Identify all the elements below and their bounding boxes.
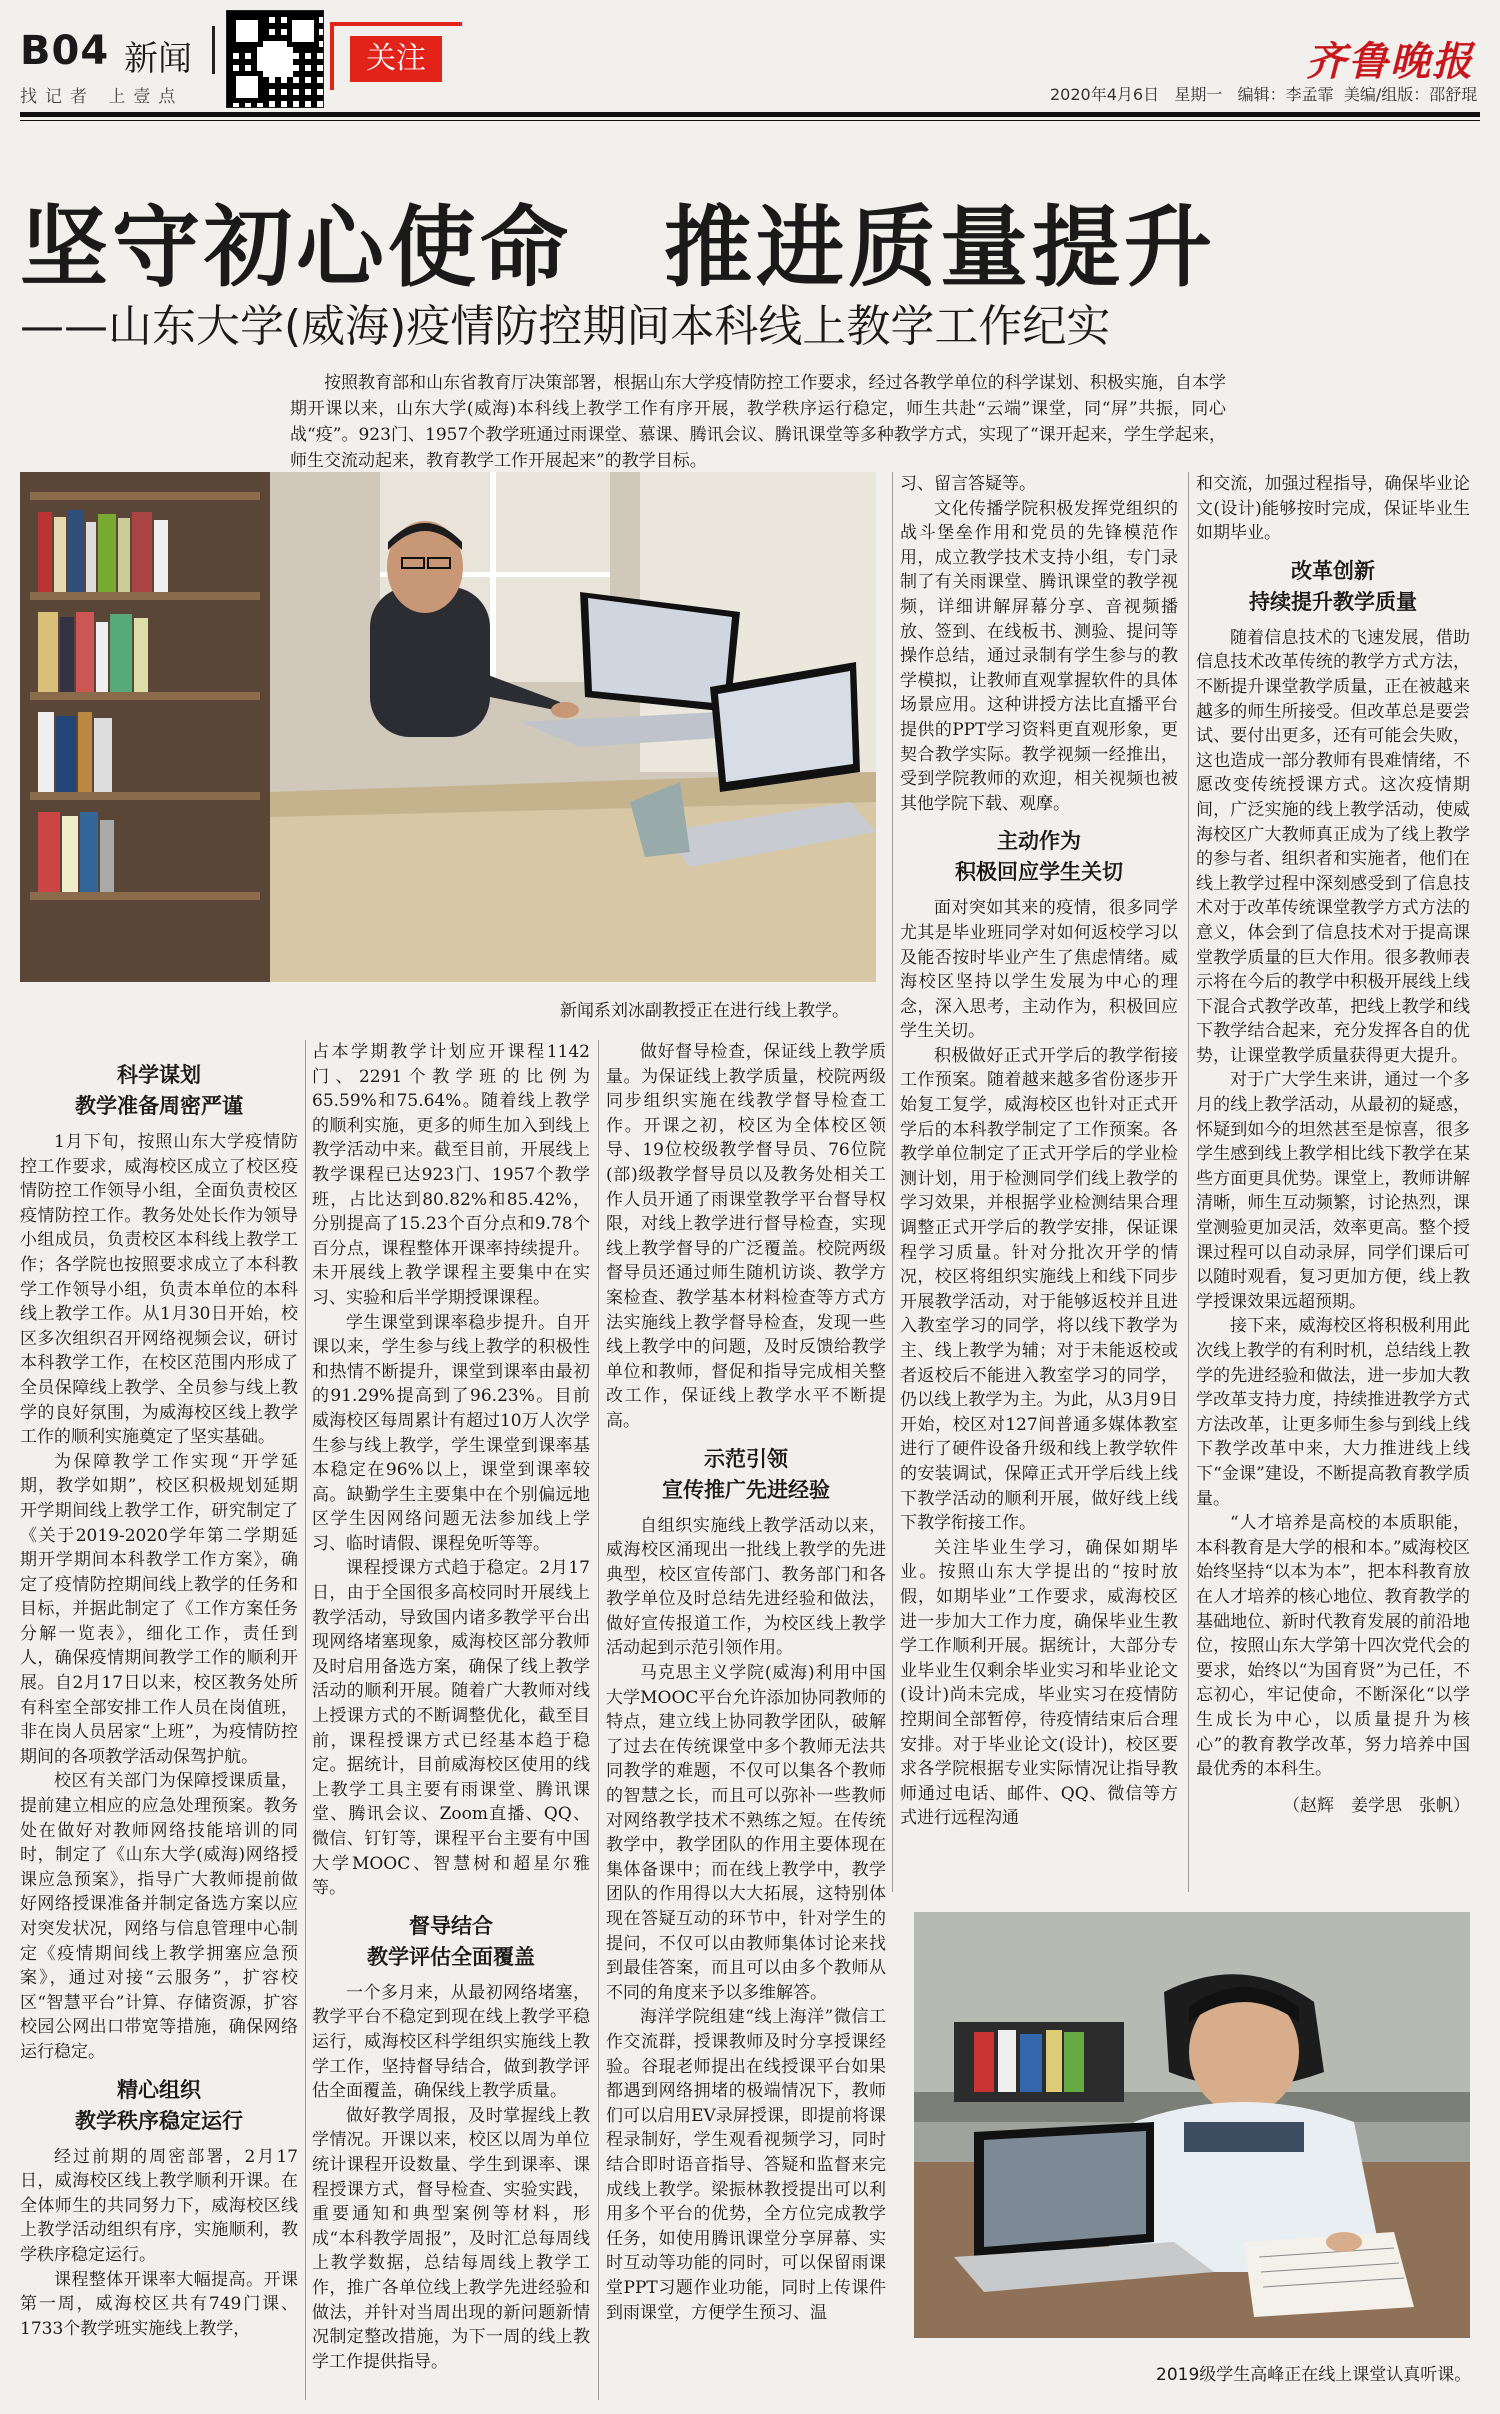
section-heading: 精心组织	[117, 2077, 201, 2102]
masthead-divider	[212, 26, 215, 74]
dateline	[1050, 82, 1477, 105]
body-paragraph: 接下来，威海校区将积极利用此次线上教学的有利时机，总结线上教学的先进经验和做法，进一步加大教学改革支持力度，持续推进教学方式方法改革，让更多师生参与到线上线下教学改革中来，大力推进线上线下“金课”建设，不断提高教育教学质量。	[1196, 1316, 1470, 1509]
section-heading: 教学秩序稳定运行	[75, 2108, 243, 2133]
body-paragraph: 做好督导检查，保证线上教学质量。为保证线上教学质量，校院两级同步组织实施在线教学督导检查工作。开课之初，校区为全体校区领导、19位校级教学督导员、76位院(部)级教学督导员以及教务处相关工作人员开通了雨课堂教学平台督导权限，对线上教学进行督导检查，实现线上教学督导的广泛覆盖。校院两级督导员还通过师生随机访谈、教学方案检查、教学基本材料检查等方式方法实施线上教学督导检查，发现一些线上教学中的问题，及时反馈给教学单位和教师，督促和指导完成相关整改工作，保证线上教学水平不断提高。	[606, 1042, 886, 1431]
issue-date: 2020年4月6日	[1050, 85, 1160, 104]
body-paragraph: 自组织实施线上教学活动以来，威海校区涌现出一批线上教学的先进典型，校区宣传部门、教务部门和各教学单位及时总结先进经验和做法，做好宣传报道工作，为校区线上教学活动起到示范引领作用。	[606, 1515, 886, 1659]
masthead-rule-thin	[20, 120, 1480, 121]
article-column-5	[1196, 472, 1470, 1892]
body-paragraph: 海洋学院组建“线上海洋”微信工作交流群，授课教师及时分享授课经验。谷琨老师提出在线授课平台如果都遇到网络拥堵的极端情况下，教师们可以启用EV录屏授课，即提前将课程录制好，学生观看视频学习，同时结合即时语音指导、答疑和监督来完成线上教学。梁振林教授提出可以利用多个平台的优势，全方位完成教学任务，如使用腾讯课堂分享屏幕、实时互动等功能的同时，可以保留雨课堂PPT习题作业功能，同时上传课件到雨课堂，方便学生预习、温	[606, 2007, 886, 2323]
article-lede: 按照教育部和山东省教育厅决策部署，根据山东大学疫情防控工作要求，经过各教学单位的科学谋划、积极实施，自本学期开课以来，山东大学(威海)本科线上教学工作有序开展，教学秩序运行稳定，师生共赴“云端”课堂，同“屏”共振，同心战“疫”。923门、1957个教学班通过雨课堂、慕课、腾讯会议、腾讯课堂等多种教学方式，实现了“课开起来，学生学起来，师生交流动起来，教育教学工作开展起来”的教学目标。	[290, 373, 1226, 471]
qr-code-icon[interactable]	[226, 10, 324, 108]
body-paragraph: 关注毕业生学习，确保如期毕业。按照山东大学提出的“按时放假，如期毕业”工作要求，威海校区进一步加大工作力度，确保毕业生教学工作顺利开展。据统计，大部分专业毕业生仅剩余毕业实习和毕业论文(设计)尚未完成，毕业实习在疫情防控期间全部暂停，待疫情结束后合理安排。对于毕业论文(设计)，校区要求各学院根据专业实际情况让指导教师通过电话、邮件、QQ、微信等方式进行远程沟通	[900, 1537, 1178, 1829]
page-number: B04	[20, 28, 110, 74]
body-paragraph: 课程授课方式趋于稳定。2月17日，由于全国很多高校同时开展线上教学活动，导致国内诸多教学平台出现网络堵塞现象，威海校区部分教师及时启用备选方案，确保了线上教学活动的顺利开展。随着广大教师对线上授课方式的不断调整优化，截至目前，课程授课方式已经基本趋于稳定。据统计，目前威海校区使用的线上教学工具主要有雨课堂、腾讯课堂、腾讯会议、Zoom直播、QQ、微信、钉钉等，课程平台主要有中国大学MOOC、智慧树和超星尔雅等。	[312, 1558, 590, 1899]
body-paragraph: 校区有关部门为保障授课质量，提前建立相应的应急处理预案。教务处在做好对教师网络技能培训的同时，制定了《山东大学(威海)网络授课应急预案》，指导广大教师提前做好网络授课准备并制定备选方案以应对突发状况，网络与信息管理中心制定《疫情期间线上教学拥塞应急预案》，通过对接“云服务”，扩容校区“智慧平台”计算、存储资源，扩容校园公网出口带宽等措施，确保网络运行稳定。	[20, 1771, 298, 2062]
body-paragraph: 课程整体开课率大幅提高。开课第一周，威海校区共有749门课、1733个教学班实施线上教学，	[20, 2269, 298, 2339]
body-paragraph: “人才培养是高校的本质职能，本科教育是大学的根和本。”威海校区始终坚持“以本为本”，把本科教育放在人才培养的核心地位、教育教学的基础地位、新时代教育发展的前沿地位，按照山东大学第十四次党代会的要求，始终以“为国育贤”为己任，不忘初心，牢记使命，不断深化“以学生成长为中心，以质量提升为核心”的教育教学改革，努力培养中国最优秀的本科生。	[1196, 1513, 1470, 1780]
photo-professor-teaching	[20, 472, 876, 982]
section-heading: 教学准备周密严谨	[75, 1094, 243, 1118]
section-heading: 教学评估全面覆盖	[367, 1944, 535, 1969]
section-heading: 主动作为	[997, 829, 1081, 854]
photo1-caption: 新闻系刘冰副教授正在进行线上教学。	[560, 1001, 849, 1021]
section-heading: 督导结合	[409, 1913, 493, 1938]
issue-weekday: 星期一	[1174, 85, 1223, 104]
body-paragraph: 占本学期教学计划应开课程1142门、2291个教学班的比例为65.59%和75.64%。随着线上教学的顺利实施，更多的师生加入到线上教学活动中来。截至目前，开展线上教学课程已达923门、1957个教学班，占比达到80.82%和85.42%，分别提高了15.23个百分点和9.78个百分点，课程整体开课率持续提升。未开展线上教学课程主要集中在实习、实验和后半学期授课课程。	[312, 1042, 590, 1308]
body-paragraph: 文化传播学院积极发挥党组织的战斗堡垒作用和党员的先锋模范作用，成立教学技术支持小组，专门录制了有关雨课堂、腾讯课堂的教学视频，详细讲解屏幕分享、音视频播放、签到、在线板书、测验、提问等操作总结，通过录制有学生参与的教学模拟，让教师直观掌握软件的具体场景应用。这种讲授方法比直播平台提供的PPT学习资料更直观形象，更契合教学实际。教学视频一经推出，受到学院教师的欢迎，相关视频也被其他学院下载、观摩。	[900, 498, 1178, 814]
section-heading: 积极回应学生关切	[955, 860, 1123, 885]
body-paragraph: 做好教学周报，及时掌握线上教学情况。开课以来，校区以周为单位统计课程开设数量、学生到课率、课程授课方式，督导检查、实验实践，重要通知和典型案例等材料，形成“本科教学周报”，及时汇总每周线上教学数据，总结每周线上教学工作，推广各单位线上教学先进经验和做法，并针对当周出现的新问题新情况制定整改措施，为下一周的线上教学工作提供指导。	[312, 2105, 590, 2372]
section-heading: 科学谋划	[117, 1063, 201, 1087]
article-column-4	[900, 472, 1178, 1842]
body-paragraph: 和交流，加强过程指导，确保毕业论文(设计)能够按时完成，保证毕业生如期毕业。	[1196, 474, 1470, 544]
body-paragraph: 习、留言答疑等。	[900, 474, 1036, 494]
body-paragraph: 对于广大学生来讲，通过一个多月的线上教学活动，从最初的疑惑，怀疑到如今的坦然甚至是惊喜，很多学生感到线上教学相比线下教学在某些方面更具优势。课堂上，教师讲解清晰，师生互动频繁，讨论热烈，课堂测验更加灵活，效率更高。整个授课过程可以自动录屏，同学们课后可以随时观看，复习更加方便，线上教学授课效果远超预期。	[1196, 1070, 1470, 1312]
photo2-caption: 2019级学生高峰正在线上课堂认真听课。	[1156, 2365, 1472, 2385]
section-heading: 改革创新	[1291, 558, 1375, 583]
masthead-rule	[20, 112, 1480, 117]
column-rule	[305, 1040, 306, 2400]
body-paragraph: 1月下旬，按照山东大学疫情防控工作要求，威海校区成立了校区疫情防控工作领导小组，全面负责校区疫情防控工作。教务处处长作为领导小组成员，负责校区本科线上教学工作；各学院也按照要求成立了本科教学工作领导小组，负责本单位的本科线上教学工作。从1月30日开始，校区多次组织召开网络视频会议，研讨本科教学工作，在校区范围内形成了全员保障线上教学、全员参与线上教学的良好氛围，为威海校区线上教学工作的顺利实施奠定了坚实基础。	[20, 1132, 298, 1448]
body-paragraph: 为保障教学工作实现“开学延期，教学如期”，校区积极规划延期开学期间线上教学工作，研究制定了《关于2019-2020学年第二学期延期开学期间本科教学工作方案》，确定了疫情防控期间线上教学的任务和目标，并据此制定了《工作方案任务分解一览表》，细化工作，责任到人，确保疫情期间教学工作的顺利开展。自2月17日以来，校区教务处所有科室全部安排工作人员在岗值班，非在岗人员居家“上班”，为疫情防控期间的各项教学活动保驾护航。	[20, 1451, 298, 1767]
body-paragraph: 面对突如其来的疫情，很多同学尤其是毕业班同学对如何返校学习以及能否按时毕业产生了焦虑情绪。威海校区坚持以学生发展为中心的理念，深入思考，主动作为，积极回应学生关切。	[900, 898, 1178, 1042]
section-heading: 宣传推广先进经验	[662, 1477, 830, 1502]
newspaper-logo: 齐鲁晚报	[1306, 38, 1474, 85]
section-heading: 持续提升教学质量	[1249, 589, 1417, 614]
body-paragraph: 随着信息技术的飞速发展，借助信息技术改革传统的教学方式方法，不断提升课堂教学质量，正在被越来越多的师生所接受。但改革总是要尝试、要付出更多，还有可能会失败，这也造成一部分教师有畏难情绪，不愿改变传统授课方式。这次疫情期间，广泛实施的线上教学活动，使威海校区广大教师真正成为了线上教学的参与者、组织者和实施者，他们在线上教学过程中深刻感受到了信息技术对于改革传统课堂教学方式方法的意义，体会到了信息技术对于提高课堂教学质量的巨大作用。很多教师表示将在今后的教学中积极开展线上线下混合式教学改革，把线上教学和线下教学结合起来，充分发挥各自的优势，让课堂教学质量获得更大提升。	[1196, 627, 1470, 1066]
article-byline: （赵辉 姜学思 张帆）	[1283, 1795, 1470, 1816]
column-rule	[598, 1040, 599, 2400]
section-badge: 关注	[350, 36, 442, 82]
body-paragraph: 学生课堂到课率稳步提升。自开课以来，学生参与线上教学的积极性和热情不断提升，课堂到课率由最初的91.29%提高到了96.23%。目前威海校区每周累计有超过10万人次学生参与线上教学，学生课堂到课率基本稳定在96%以上，课堂到课率较高。缺勤学生主要集中在个别偏远地区学生因网络问题无法参加线上学习、临时请假、课程免听等等。	[312, 1312, 590, 1554]
body-paragraph: 一个多月来，从最初网络堵塞，教学平台不稳定到现在线上教学平稳运行，威海校区科学组织实施线上教学工作，坚持督导结合，做到教学评估全面覆盖，确保线上教学质量。	[312, 1982, 590, 2102]
column-rule	[1188, 472, 1189, 1892]
article-subheadline: ——山东大学(威海)疫情防控期间本科线上教学工作纪实	[20, 301, 1111, 352]
column-rule	[892, 472, 893, 1892]
body-paragraph: 积极做好正式开学后的教学衔接工作预案。随着越来越多省份逐步开始复工复学，威海校区也针对正式开学后的本科教学制定了工作预案。各教学单位制定了正式开学后的学业检测计划，用于检测同学们线上教学的学习效果，并根据学业检测结果合理调整正式开学后的教学安排，保证课程学习质量。针对分批次开学的情况，校区将组织实施线上和线下同步开展教学活动，对于能够返校并且进入教室学习的同学，将以线下教学为主、线上教学为辅；对于未能返校或者返校后不能进入教室学习的同学，仍以线上教学为主。为此，从3月9日开始，校区对127间普通多媒体教室进行了硬件设备升级和线上教学软件的安装调试，保障正式开学后线上线下教学活动的顺利开展，做好线上线下教学衔接工作。	[900, 1045, 1178, 1534]
masthead-tagline: 找记者 上壹点	[20, 87, 184, 107]
photo-student-studying	[914, 1912, 1470, 2338]
designer-credit: 美编/组版：邵舒琨	[1343, 85, 1478, 104]
body-paragraph: 马克思主义学院(威海)利用中国大学MOOC平台允许添加协同教师的特点，建立线上协同教学团队，破解了过去在传统课堂中多个教师无法共同教学的难题，不仅可以集各个教师的智慧之长，而且可以弥补一些教师对网络教学技术不熟练之短。在传统教学中，教学团队的作用主要体现在集体备课中；而在线上教学中，教学团队的作用得以大大拓展，这特别体现在答疑互动的环节中，针对学生的提问，不仅可以由教师集体讨论来找到最佳答案，而且可以由多个教师从不同的角度来予以多维解答。	[606, 1663, 886, 2003]
article-column-2	[312, 1040, 590, 2400]
article-column-1	[20, 1050, 298, 2400]
article-column-3	[606, 1040, 886, 2400]
body-paragraph: 经过前期的周密部署，2月17日，威海校区线上教学顺利开课。在全体师生的共同努力下，威海校区线上教学活动组织有序，实施顺利，教学秩序稳定运行。	[20, 2146, 298, 2265]
section-name: 新闻	[124, 39, 192, 79]
article-headline: 坚守初心使命 推进质量提升	[20, 196, 1217, 299]
section-heading: 示范引领	[704, 1446, 788, 1471]
editor-credit: 编辑：李孟霏	[1237, 85, 1334, 104]
